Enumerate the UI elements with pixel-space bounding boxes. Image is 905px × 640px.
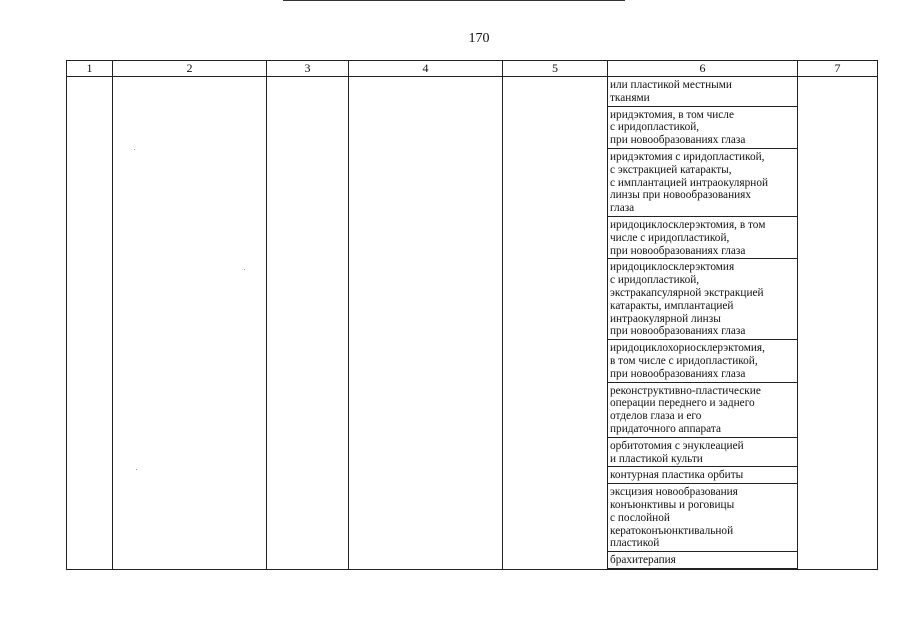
procedure-text-line: иридэктомия с иридопластикой, xyxy=(610,150,765,163)
scan-speck xyxy=(244,269,245,270)
procedure-cell xyxy=(608,259,797,340)
procedure-text-line: иридоциклосклерэктомия, в том xyxy=(610,218,766,231)
procedure-text-line: с иридопластикой, xyxy=(610,274,700,287)
scan-speck xyxy=(136,469,137,470)
procedure-text-line: при новообразованиях глаза xyxy=(610,134,746,147)
procedure-text-line: в том числе с иридопластикой, xyxy=(610,354,758,367)
procedure-text-line: с имплантацией интраокулярной xyxy=(610,176,769,189)
procedure-text-line: реконструктивно-пластические xyxy=(610,384,761,397)
procedure-text-line: с послойной xyxy=(610,511,670,524)
procedure-text-line: иридоциклохориосклерэктомия, xyxy=(610,342,765,355)
column-divider xyxy=(502,61,503,569)
procedure-text-line: экстракапсулярной экстракцией xyxy=(610,286,764,299)
procedure-text-line: или пластикой местными xyxy=(610,79,732,91)
procedure-cell xyxy=(608,552,797,569)
procedure-text-line: иридэктомия, в том числе xyxy=(610,108,734,121)
procedure-cell xyxy=(608,77,797,107)
procedure-cell xyxy=(608,107,797,149)
page-number: 170 xyxy=(468,31,490,46)
procedure-text-line: эксцизия новообразования xyxy=(610,486,738,499)
procedure-cell xyxy=(608,340,797,382)
procedure-text-line: числе с иридопластикой, xyxy=(610,231,730,244)
procedure-cell xyxy=(608,149,797,217)
procedure-text-line: иридоциклосклерэктомия xyxy=(610,261,735,274)
procedure-text-line: интраокулярной линзы xyxy=(610,312,721,325)
procedure-text-line: с иридопластикой, xyxy=(610,121,700,134)
procedure-text-line: операции переднего и заднего xyxy=(610,397,755,410)
procedure-cell xyxy=(608,438,797,468)
procedure-text-line: и пластикой культи xyxy=(610,452,703,465)
procedures-table xyxy=(66,60,878,570)
procedure-text-line: контурная пластика орбиты xyxy=(610,469,744,482)
header-col-4: 4 xyxy=(422,61,429,75)
procedure-cell xyxy=(608,484,797,552)
header-col-2: 2 xyxy=(186,61,193,75)
procedure-text-line: придаточного аппарата xyxy=(610,422,721,435)
column-divider xyxy=(797,61,798,569)
procedure-text-line: конъюнктивы и роговицы xyxy=(610,498,735,511)
procedure-text-line: тканями xyxy=(610,91,650,104)
procedure-cell xyxy=(608,217,797,259)
procedure-text-line: при новообразованиях глаза xyxy=(610,325,746,338)
procedure-text-line: орбитотомия с энуклеацией xyxy=(610,439,744,452)
procedure-text-line: при новообразованиях глаза xyxy=(610,244,746,257)
procedure-text-line: при новообразованиях глаза xyxy=(610,367,746,380)
procedure-cell xyxy=(608,383,797,438)
procedure-text-line: брахитерапия xyxy=(610,554,676,567)
procedure-text-line: кератоконъюнктивальной xyxy=(610,524,734,537)
procedure-text-line: пластикой xyxy=(610,537,660,550)
column-divider xyxy=(112,61,113,569)
procedure-text-line: линзы при новообразованиях xyxy=(610,189,752,202)
column-divider xyxy=(266,61,267,569)
column-divider xyxy=(348,61,349,569)
procedure-list xyxy=(608,77,797,569)
procedure-text-line: с экстракцией катаракты, xyxy=(610,163,732,176)
top-rule xyxy=(283,0,625,1)
procedure-cell xyxy=(608,467,797,484)
header-col-7: 7 xyxy=(834,61,841,75)
procedure-text-line: катаракты, имплантацией xyxy=(610,299,734,312)
header-col-6: 6 xyxy=(699,61,706,75)
header-col-5: 5 xyxy=(552,61,558,75)
header-col-1: 1 xyxy=(86,61,93,75)
procedure-text-line: отделов глаза и его xyxy=(610,410,702,423)
procedure-text-line: глаза xyxy=(610,202,635,215)
header-col-3: 3 xyxy=(304,61,311,75)
scan-speck xyxy=(134,149,135,150)
